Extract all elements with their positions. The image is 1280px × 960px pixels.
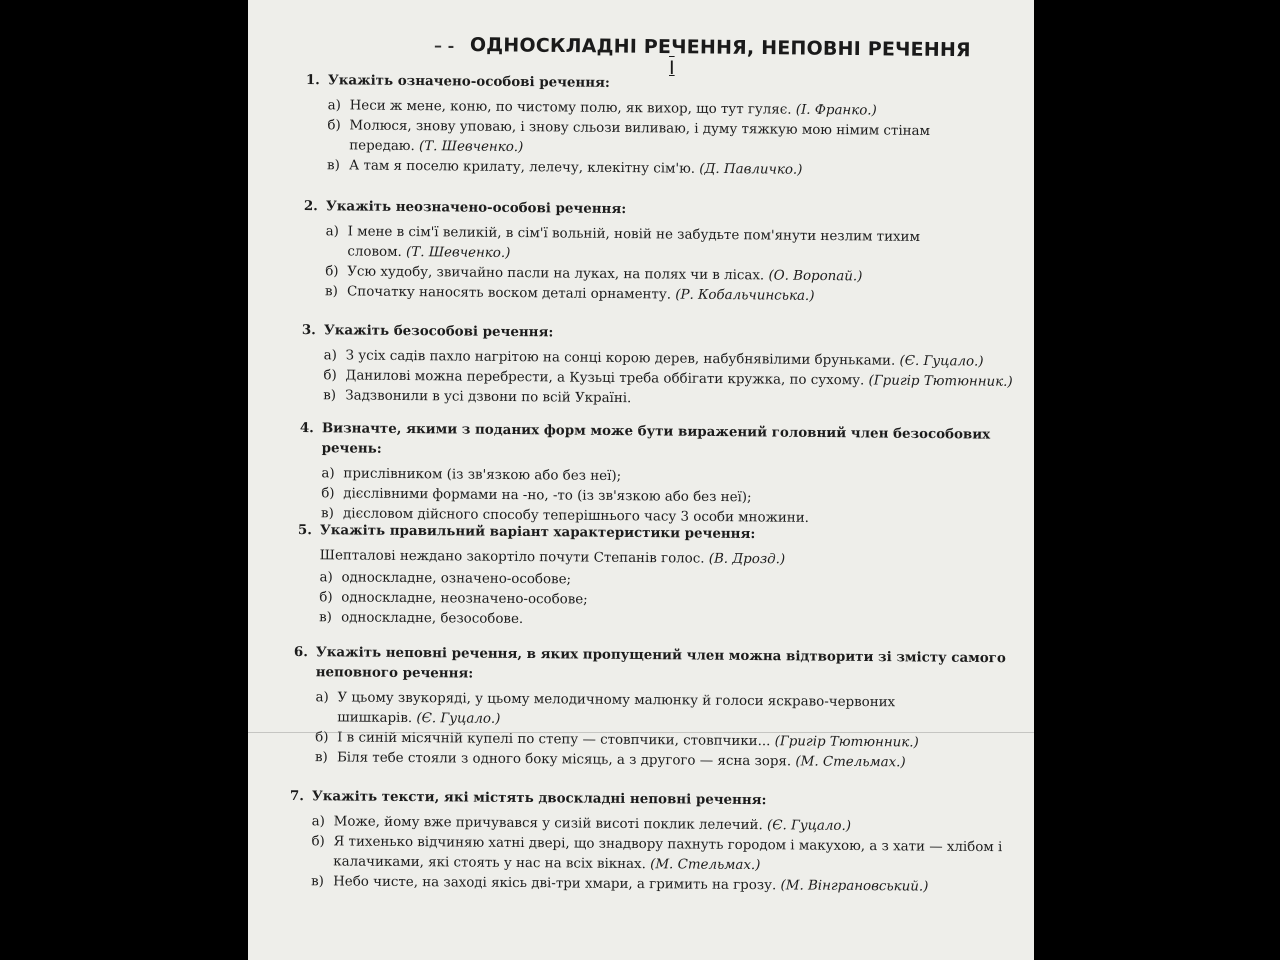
option-a: а) Неси ж мене, коню, по чистому полю, як вихор, що тут гуляє. (І. Франко.) [327,98,877,119]
option-a: а) З усіх садів пахло нагрітою на сонці корою дерев, набубнявілими бруньками. (Є. Гуцало.) [323,348,984,370]
author: (О. Воропай.) [768,268,863,285]
author: (Є. Гуцало.) [899,353,984,370]
worksheet-page [248,0,1034,960]
author: (І. Франко.) [795,102,877,119]
question-number: 2. [303,197,318,215]
question-stem: Укажіть неозначено-особові речення: [325,198,627,218]
author: (Григір Тютюнник.) [868,373,1013,390]
author: (М. Стельмах.) [650,857,761,874]
question-number: 3. [301,321,316,339]
question-stem: Укажіть тексти, які містять двоскладні неповні речення: [311,788,767,809]
author: (Р. Кобальчинська.) [675,287,815,304]
question-2 [303,196,966,308]
question-1 [305,70,966,182]
question-number: 6. [293,643,308,661]
option-c: в) Біля тебе стояли з одного боку місяць, а з другого — ясна зоря. (М. Стельмах.) [314,750,906,771]
question-7 [289,786,1010,898]
question-4 [299,418,1000,531]
option-b: б) Я тихенько відчиняю хатні двері, що знадвору пахнуть городом і макухою, а з хати — хлібом і калачиками, які стоять у нас на всіх вікнах. (М. Стельмах.) [311,834,1003,874]
option-c: в) односкладне, безособове. [319,610,524,627]
option-b: б) Молюся, знову уповаю, і знову сльози виливаю, і думу тяжкую мою німим стінам передаю. (Т. Шевченко.) [327,118,931,156]
question-5 [297,520,958,634]
option-a: а) прислівником (із зв'язкою або без неї); [321,466,622,485]
author: (Є. Гуцало.) [766,818,852,834]
option-b: б) Данилові можна перебрести, а Кузьці треба оббігати кружка, по сухому. (Григір Тютюнник.) [323,368,1013,390]
author: (М. Стельмах.) [795,754,906,771]
option-c: в) А там я поселю крилату, лелечу, клекітну сім'ю. (Д. Павличко.) [327,158,803,178]
option-c: в) дієсловом дійсного способу теперішнього часу 3 особи множини. [321,506,809,526]
page-title: ОДНОСКЛАДНІ РЕЧЕННЯ, НЕПОВНІ РЕЧЕННЯ [469,34,971,62]
dash-mark: – - [434,36,455,55]
variant-numeral: I [669,57,675,79]
option-a: а) У цьому звукоряді, у цьому мелодичному малюнку й голоси яскраво-червоних шишкарів. (Є. Гуцало.) [315,690,896,727]
author: (Т. Шевченко.) [418,139,524,156]
question-stem: Укажіть правильний варіант характеристики речення: [319,522,756,542]
author: (В. Дрозд.) [708,551,786,568]
option-a: а) односкладне, означено-особове; [319,570,572,588]
option-c: в) Небо чисте, на заході якісь дві-три хмари, а гримить на грозу. (М. Вінграновський.) [311,874,929,895]
author: (Т. Шевченко.) [405,244,511,261]
author: (М. Вінграновський.) [780,878,929,895]
author: (Д. Павличко.) [699,161,803,178]
example-sentence: Шепталові неждано закортіло почути Степанів голос. (В. Дрозд.) [319,548,786,568]
option-c: в) Задзвонили в усі дзвони по всій Україні. [323,388,632,407]
question-stem: Укажіть неповні речення, в яких пропущений член можна відтворити зі змісту самого неповного речення: [315,644,1006,682]
question-6 [293,642,1014,774]
question-number: 4. [299,419,314,437]
question-number: 5. [297,521,312,539]
question-3 [301,320,1022,413]
option-b: б) Усю худобу, звичайно пасли на луках, на полях чи в лісах. (О. Воропай.) [325,264,863,285]
question-number: 1. [305,71,320,89]
question-stem: Визначте, якими з поданих форм може бути виражений головний член безособових речень: [321,420,991,457]
option-c: в) Спочатку наносять воском деталі орнаменту. (Р. Кобальчинська.) [325,284,815,304]
option-b: б) односкладне, неозначено-особове; [319,590,588,608]
question-stem: Укажіть означено-особові речення: [327,72,610,91]
option-a: а) Може, йому вже причувався у сизій висоті поклик лелечий. (Є. Гуцало.) [311,814,852,834]
author: (Григір Тютюнник.) [774,734,919,751]
author: (Є. Гуцало.) [416,711,501,727]
question-stem: Укажіть безособові речення: [323,322,554,341]
option-b: б) дієслівними формами на -но, -то (із зв'язкою або без неї); [321,486,752,506]
option-b: б) І в синій місячній купелі по степу — стовпчики, стовпчики... (Григір Тютюнник.) [315,730,919,751]
question-number: 7. [289,787,304,805]
option-a: а) І мене в сім'ї великій, в сім'ї вольній, новій не забудьте пом'янути незлим тихим словом. (Т. Шевченко.) [325,224,921,261]
